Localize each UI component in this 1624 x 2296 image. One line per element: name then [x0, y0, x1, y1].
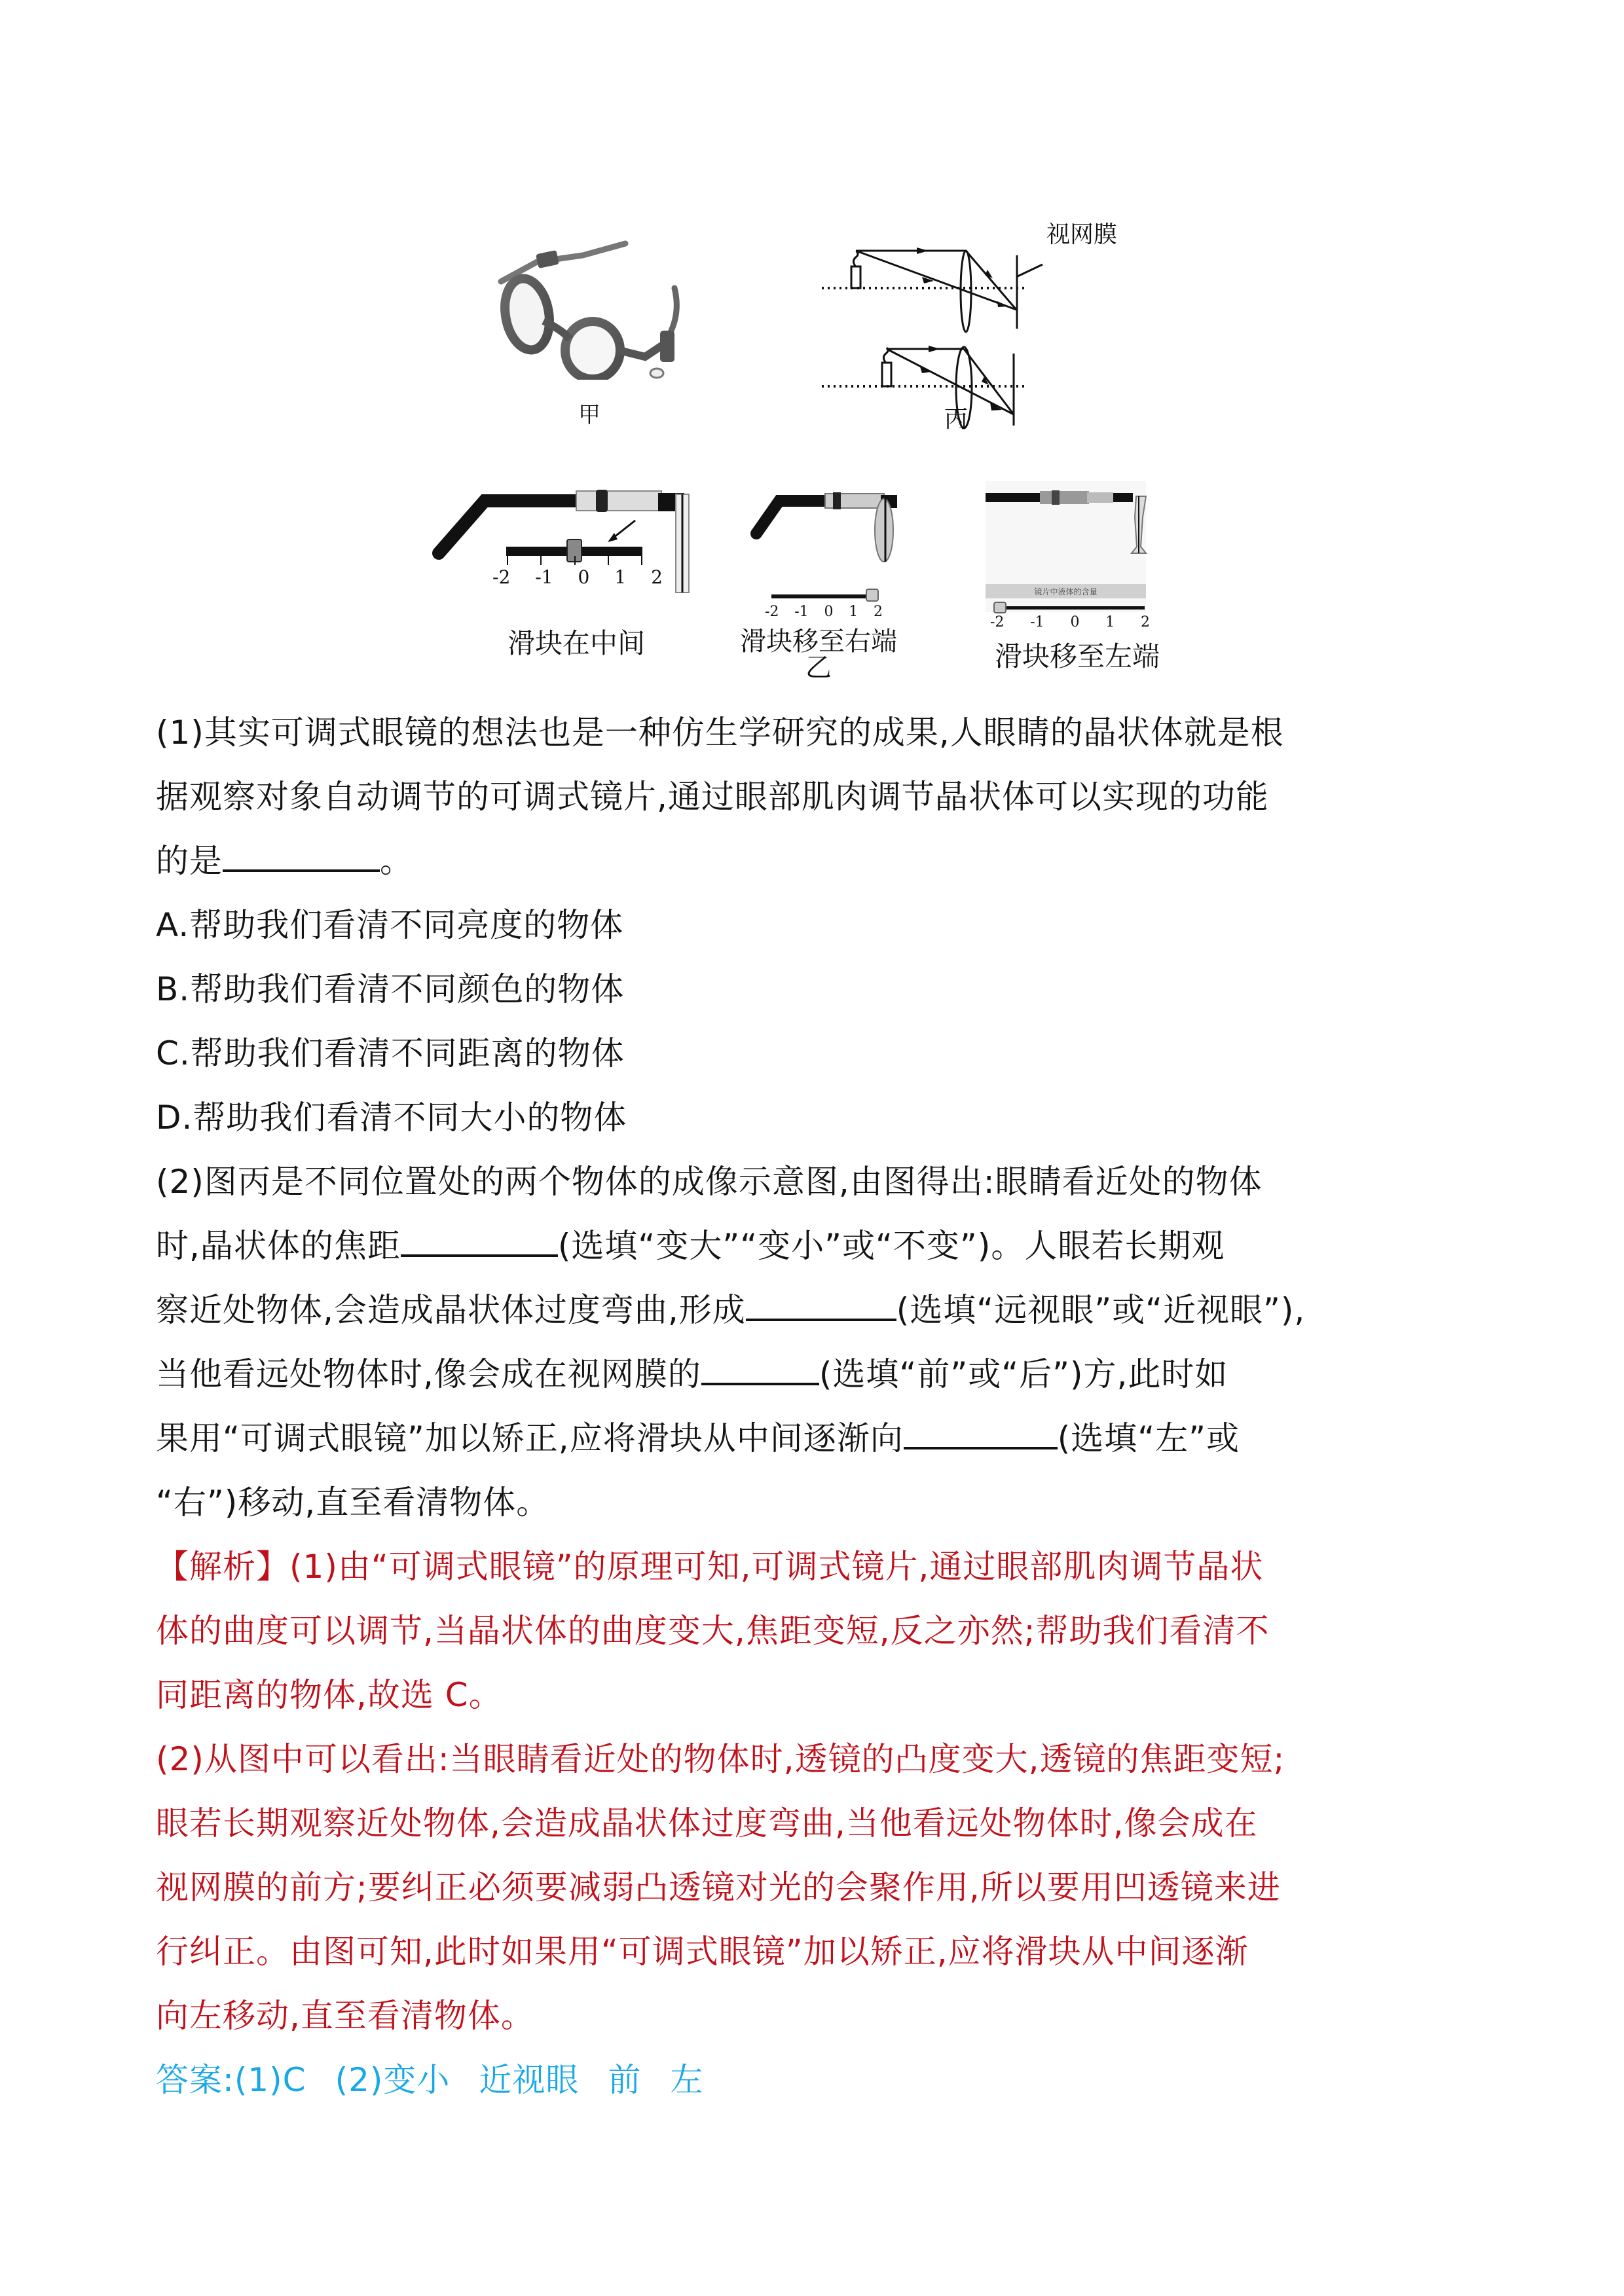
figure-yi-panel-middle: [419, 471, 727, 668]
question2-line: [156, 1214, 1472, 1278]
figure-yi-panel-right: [740, 471, 956, 681]
question1-prefix: 的是: [156, 842, 223, 880]
tick-label: 2: [1141, 614, 1150, 630]
tick-label: -2: [492, 566, 511, 588]
figure-jia-label: 甲: [578, 402, 600, 428]
question2-line: [156, 1342, 1472, 1406]
question2-text: 察近处物体,会造成晶状体过度弯曲,形成: [156, 1291, 746, 1329]
figure-yi-panel-left: [982, 471, 1192, 672]
slider-ticks-middle: [492, 566, 663, 588]
tick-label: 1: [614, 566, 627, 588]
figure-bing-label: 丙: [944, 406, 968, 433]
slider-ticks-left: [990, 614, 1150, 630]
analysis-line: 视网膜的前方;要纠正必须要减弱凸透镜对光的会聚作用,所以要用凹透镜来进: [156, 1868, 1281, 1906]
analysis-line: 体的曲度可以调节,当晶状体的曲度变大,焦距变短,反之亦然;帮助我们看清不: [156, 1612, 1270, 1650]
analysis-line: 行纠正。由图可知,此时如果用“可调式眼镜”加以矫正,应将滑块从中间逐渐: [156, 1933, 1249, 1971]
tick-label: 0: [824, 604, 834, 620]
answer-blank-1[interactable]: [223, 839, 380, 872]
question2-text: 果用“可调式眼镜”加以矫正,应将滑块从中间逐渐向: [156, 1419, 904, 1457]
answer-part-3: 近视眼: [479, 2061, 580, 2099]
figure-jia-glasses: [478, 216, 701, 428]
tick-label: -1: [1030, 614, 1044, 630]
option-c: C.帮助我们看清不同距离的物体: [156, 1034, 625, 1072]
question1-line: (1)其实可调式眼镜的想法也是一种仿生学研究的成果,人眼睛的晶状体就是根: [156, 714, 1284, 752]
panel-caption-left: 滑块移至左端: [994, 640, 1160, 672]
question2-text: (选填“前”或“后”)方,此时如: [819, 1355, 1228, 1393]
retina-label: 视网膜: [1046, 221, 1118, 248]
option-b: B.帮助我们看清不同颜色的物体: [156, 970, 625, 1008]
figure-yi-label: 乙: [805, 653, 832, 683]
answer-part-4: 前: [608, 2061, 642, 2099]
answer-blank-position[interactable]: [701, 1353, 819, 1385]
answer-part-1: 答案:(1)C: [156, 2061, 306, 2099]
question1-line: 据观察对象自动调节的可调式镜片,通过眼部肌肉调节晶状体可以实现的功能: [156, 778, 1269, 816]
temple-slider-right: [740, 471, 956, 602]
question2-text: 当他看远处物体时,像会成在视网膜的: [156, 1355, 701, 1393]
question2-text: (选填“变大”“变小”或“不变”)。人眼若长期观: [557, 1227, 1225, 1265]
tick-label: 1: [849, 604, 858, 620]
analysis-line: 【解析】(1)由“可调式眼镜”的原理可知,可调式镜片,通过眼部肌肉调节晶状: [156, 1548, 1264, 1586]
question-block: [156, 701, 1472, 2112]
tick-label: 1: [1105, 614, 1115, 630]
analysis-line: 眼若长期观察近处物体,会造成晶状体过度弯曲,当他看远处物体时,像会成在: [156, 1804, 1258, 1842]
tick-label: -1: [535, 566, 553, 588]
panel-caption-right: 滑块移至右端: [740, 627, 897, 657]
answer-blank-direction[interactable]: [904, 1417, 1058, 1449]
glasses-illustration: [478, 216, 701, 380]
answer-blank-eye-type[interactable]: [746, 1288, 896, 1321]
tick-label: -2: [990, 614, 1005, 630]
option-a: A.帮助我们看清不同亮度的物体: [156, 906, 624, 944]
question1-suffix: 。: [380, 842, 413, 880]
question2-text: 时,晶状体的焦距: [156, 1227, 401, 1265]
tick-label: -1: [794, 604, 809, 620]
question2-text: (选填“远视眼”或“近视眼”),: [896, 1291, 1306, 1329]
question2-line: [156, 1406, 1472, 1470]
question2-line: [156, 1278, 1472, 1342]
tick-label: -2: [765, 604, 779, 620]
tick-label: 0: [578, 566, 590, 588]
answer-line: [156, 2048, 1472, 2112]
question2-line: “右”)移动,直至看清物体。: [156, 1484, 550, 1522]
answer-blank-focal[interactable]: [401, 1224, 558, 1257]
analysis-line: 同距离的物体,故选 C。: [156, 1676, 502, 1714]
tick-label: 2: [874, 604, 883, 620]
temple-slider-left: [982, 471, 1192, 622]
question1-line-last: [156, 829, 1472, 893]
question2-line: (2)图丙是不同位置处的两个物体的成像示意图,由图得出:眼睛看近处的物体: [156, 1163, 1263, 1201]
tick-label: 2: [651, 566, 663, 588]
ray-diagram: [812, 216, 1179, 432]
figure-bing-optics: [812, 216, 1179, 452]
analysis-line: 向左移动,直至看清物体。: [156, 1997, 534, 2035]
tick-label: 0: [1070, 614, 1080, 630]
slider-ticks-right: [765, 604, 883, 620]
liquid-bar-label: 镜片中液体的含量: [1034, 587, 1098, 596]
answer-part-2: (2)变小: [335, 2061, 451, 2099]
analysis-line: (2)从图中可以看出:当眼睛看近处的物体时,透镜的凸度变大,透镜的焦距变短;: [156, 1740, 1285, 1778]
option-d: D.帮助我们看清不同大小的物体: [156, 1099, 627, 1137]
answer-part-5: 左: [670, 2061, 704, 2099]
question2-text: (选填“左”或: [1057, 1419, 1240, 1457]
panel-caption-middle: 滑块在中间: [507, 627, 645, 659]
